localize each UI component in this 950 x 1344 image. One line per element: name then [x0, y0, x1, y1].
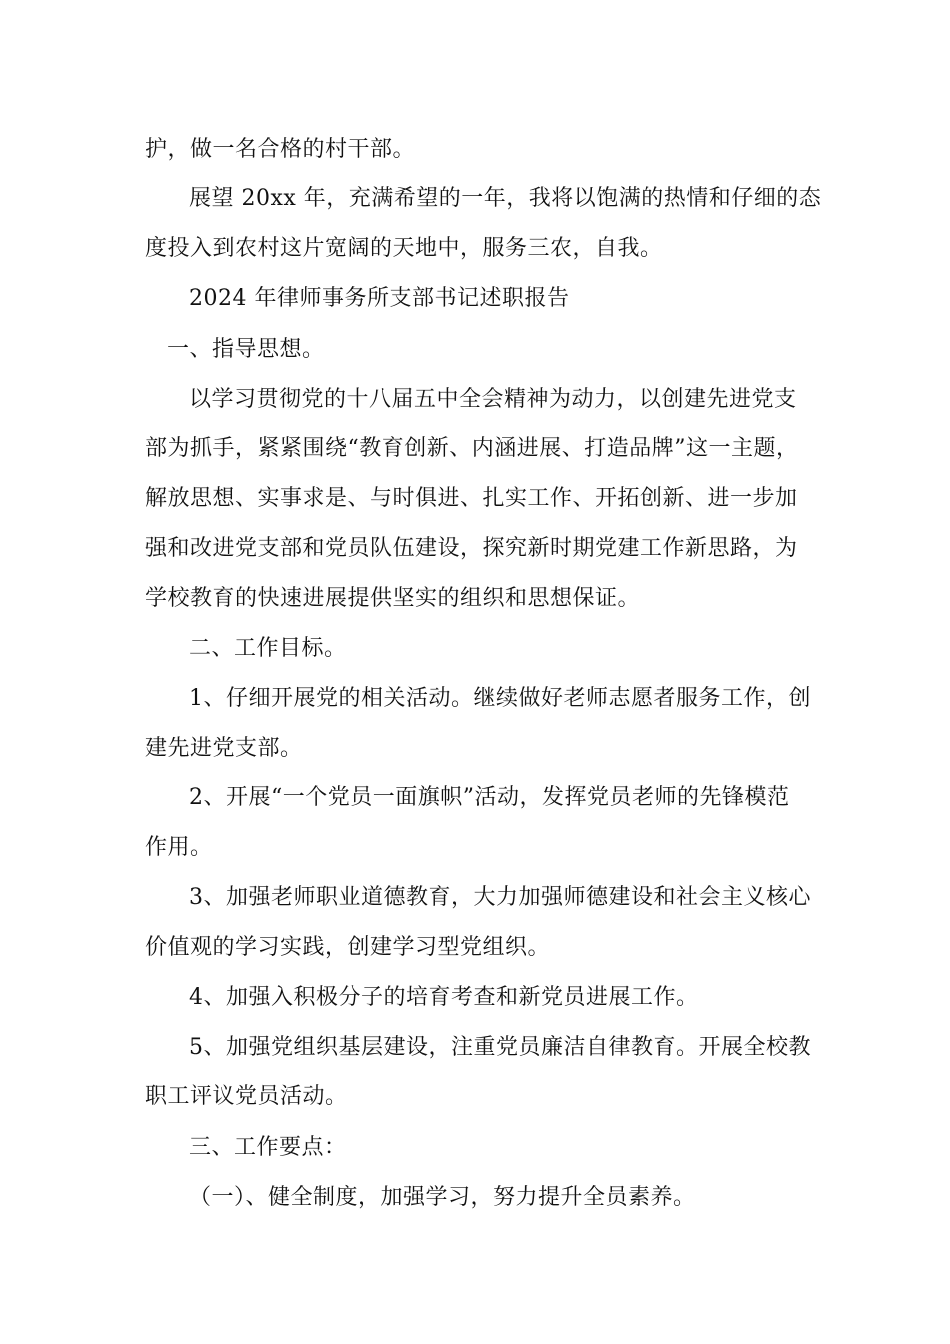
list-item-3: 3、加强老师职业道德教育，大力加强师德建设和社会主义核心: [189, 885, 811, 910]
text-line-6: 以学习贯彻党的十八届五中全会精神为动力，以创建先进党支: [189, 387, 797, 412]
text-line-10: 学校教育的快速进展提供坚实的组织和思想保证。: [145, 586, 641, 611]
text-line-7: 部为抓手，紧紧围绕“教育创新、内涵进展、打造品牌”这一主题，: [145, 436, 799, 461]
text-line-9: 强和改进党支部和党员队伍建设，探究新时期党建工作新思路，为: [145, 536, 798, 561]
section-title: 2024 年律师事务所支部书记述职报告: [189, 286, 570, 311]
list-item-2: 2、开展“一个党员一面旗帜”活动，发挥党员老师的先锋模范: [189, 785, 790, 810]
text-line-1: 护，做一名合格的村干部。: [145, 137, 416, 162]
heading-guiding-thought: 一、指导思想。: [167, 337, 325, 362]
text-line-13: 建先进党支部。: [145, 736, 303, 761]
text-line-20: 职工评议党员活动。: [145, 1084, 348, 1109]
heading-work-points: 三、工作要点：: [189, 1135, 347, 1160]
text-line-17: 价值观的学习实践，创建学习型党组织。: [145, 935, 551, 960]
list-item-4: 4、加强入积极分子的培育考查和新党员进展工作。: [189, 985, 699, 1010]
text-line-3: 度投入到农村这片宽阔的天地中，服务三农，自我。: [145, 236, 663, 261]
text-line-15: 作用。: [145, 835, 213, 860]
text-line-2: 展望 20xx 年，充满希望的一年，我将以饱满的热情和仔细的态: [189, 186, 822, 211]
list-item-5: 5、加强党组织基层建设，注重党员廉洁自律教育。开展全校教: [189, 1035, 811, 1060]
heading-work-goals: 二、工作目标。: [189, 636, 347, 661]
list-item-1: 1、仔细开展党的相关活动。继续做好老师志愿者服务工作，创: [189, 686, 811, 711]
text-line-8: 解放思想、实事求是、与时俱进、扎实工作、开拓创新、进一步加: [145, 486, 798, 511]
sub-heading-1: （一）、健全制度，加强学习，努力提升全员素养。: [189, 1185, 696, 1210]
